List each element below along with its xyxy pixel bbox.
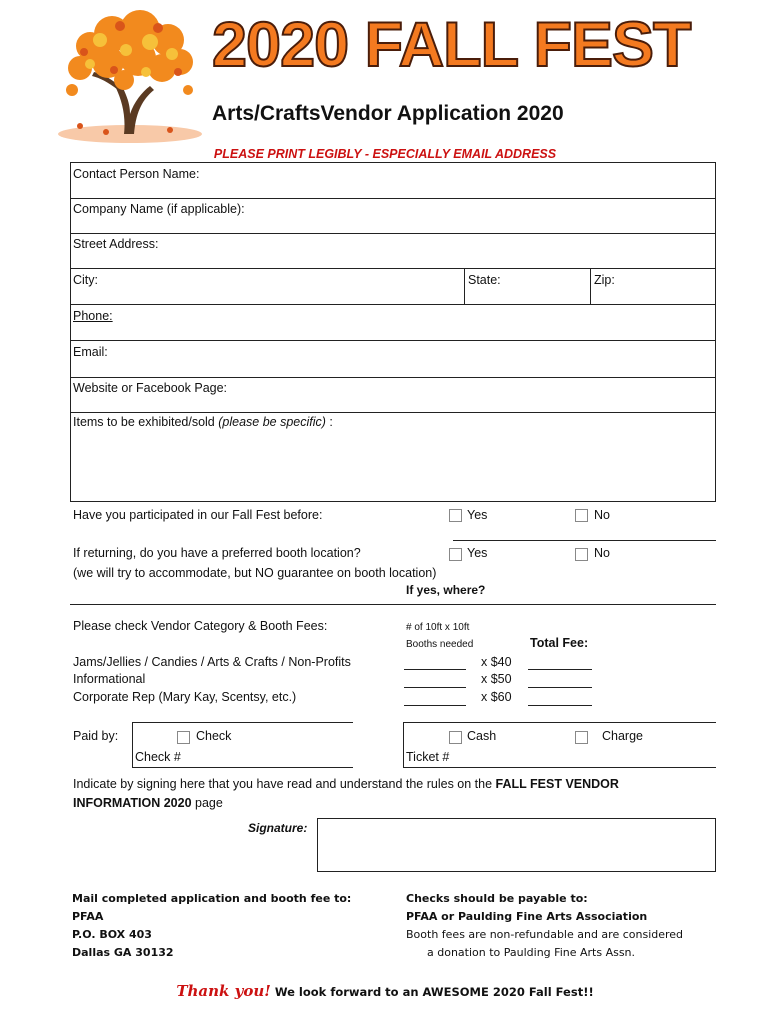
participation-question: Have you participated in our Fall Fest before: xyxy=(73,508,323,522)
booth-location-line[interactable] xyxy=(70,604,716,605)
charge-payment-checkbox[interactable] xyxy=(575,731,588,744)
participated-no-checkbox[interactable] xyxy=(575,509,588,522)
ticket-number-label: Ticket # xyxy=(406,750,450,764)
participated-yes-label: Yes xyxy=(467,508,488,522)
checks-heading: Checks should be payable to: xyxy=(406,892,588,905)
mail-line-pfaa: PFAA xyxy=(72,910,104,923)
agreement-text-before: Indicate by signing here that you have read and understand the rules on the xyxy=(73,777,496,791)
participation-divider xyxy=(453,540,716,541)
mail-line-city: Dallas GA 30132 xyxy=(72,946,174,959)
phone-field[interactable] xyxy=(70,304,716,341)
booths-header-line2: Booths needed xyxy=(406,639,474,650)
paid-by-label: Paid by: xyxy=(73,729,119,743)
checks-note-1: Booth fees are non-refundable and are considered xyxy=(406,928,684,941)
event-title: 2020 FALL FEST xyxy=(212,10,691,80)
check-number-label: Check # xyxy=(135,750,181,764)
participated-yes-checkbox[interactable] xyxy=(449,509,462,522)
returning-note: (we will try to accommodate, but NO guarantee on booth location) xyxy=(73,566,437,580)
category-jams-crafts: Jams/Jellies / Candies / Arts & Crafts / Non-Profits xyxy=(73,655,351,669)
participated-no-label: No xyxy=(594,508,610,522)
email-label: Email: xyxy=(73,345,108,359)
city-label: City: xyxy=(73,273,98,287)
ticket-row-top-line xyxy=(403,722,716,723)
email-field[interactable] xyxy=(70,340,716,378)
returning-yes-label: Yes xyxy=(467,546,488,560)
form-subtitle: Arts/CraftsVendor Application 2020 xyxy=(212,102,564,125)
mail-heading: Mail completed application and booth fee to: xyxy=(72,892,352,905)
check-row-top-line xyxy=(132,722,353,723)
checks-payee: PFAA or Paulding Fine Arts Association xyxy=(406,910,648,923)
street-address-field[interactable] xyxy=(70,233,716,269)
cash-payment-label: Cash xyxy=(467,729,497,743)
checks-note-2: a donation to Paulding Fine Arts Assn. xyxy=(427,946,636,959)
fees-heading: Please check Vendor Category & Booth Fees: xyxy=(73,619,328,633)
mail-line-po-box: P.O. BOX 403 xyxy=(72,928,152,941)
booth-location-label: If yes, where? xyxy=(406,583,486,597)
thank-you-message: We look forward to an AWESOME 2020 Fall Fest!! xyxy=(270,985,594,999)
returning-yes-checkbox[interactable] xyxy=(449,548,462,561)
street-address-label: Street Address: xyxy=(73,237,159,251)
items-hint: (please be specific) xyxy=(218,415,326,429)
returning-question: If returning, do you have a preferred booth location? xyxy=(73,546,361,560)
items-label xyxy=(73,415,333,429)
total-corporate-input[interactable] xyxy=(528,705,592,706)
booths-jams-input[interactable] xyxy=(404,669,466,670)
category-corporate-rep: Corporate Rep (Mary Kay, Scentsy, etc.) xyxy=(73,690,297,704)
charge-payment-label: Charge xyxy=(602,729,643,743)
price-jams-crafts: x $40 xyxy=(481,655,512,669)
signature-field[interactable] xyxy=(317,818,716,872)
total-informational-input[interactable] xyxy=(528,687,592,688)
booths-informational-input[interactable] xyxy=(404,687,466,688)
thank-you-text: Thank you! xyxy=(176,982,271,1000)
contact-name-label: Contact Person Name: xyxy=(73,167,200,181)
items-label-suffix: : xyxy=(325,415,333,429)
ticket-number-field[interactable] xyxy=(403,722,716,768)
total-jams-input[interactable] xyxy=(528,669,592,670)
print-notice: PLEASE PRINT LEGIBLY - ESPECIALLY EMAIL ADDRESS xyxy=(213,147,557,161)
phone-label: Phone: xyxy=(73,309,113,323)
price-corporate-rep: x $60 xyxy=(481,690,512,704)
items-label-text: Items to be exhibited/sold xyxy=(73,415,215,429)
zip-label: Zip: xyxy=(594,273,615,287)
cash-payment-checkbox[interactable] xyxy=(449,731,462,744)
state-label: State: xyxy=(468,273,501,287)
agreement-info-page: FALL FEST VENDOR INFORMATION 2020 xyxy=(73,777,619,810)
company-name-label: Company Name (if applicable): xyxy=(73,202,245,216)
fall-tree-logo xyxy=(50,6,210,144)
check-payment-label: Check xyxy=(196,729,232,743)
booths-corporate-input[interactable] xyxy=(404,705,466,706)
price-informational: x $50 xyxy=(481,672,512,686)
returning-no-checkbox[interactable] xyxy=(575,548,588,561)
agreement-text-after: page xyxy=(191,796,223,810)
total-fee-header: Total Fee: xyxy=(530,636,589,650)
city-field[interactable] xyxy=(70,268,465,305)
agreement-text xyxy=(73,775,673,813)
returning-no-label: No xyxy=(594,546,610,560)
check-payment-checkbox[interactable] xyxy=(177,731,190,744)
category-informational: Informational xyxy=(73,672,146,686)
booths-header-line1: # of 10ft x 10ft xyxy=(406,622,470,633)
signature-label: Signature: xyxy=(248,821,308,835)
website-label: Website or Facebook Page: xyxy=(73,381,228,395)
thank-you-footer xyxy=(0,982,770,1000)
